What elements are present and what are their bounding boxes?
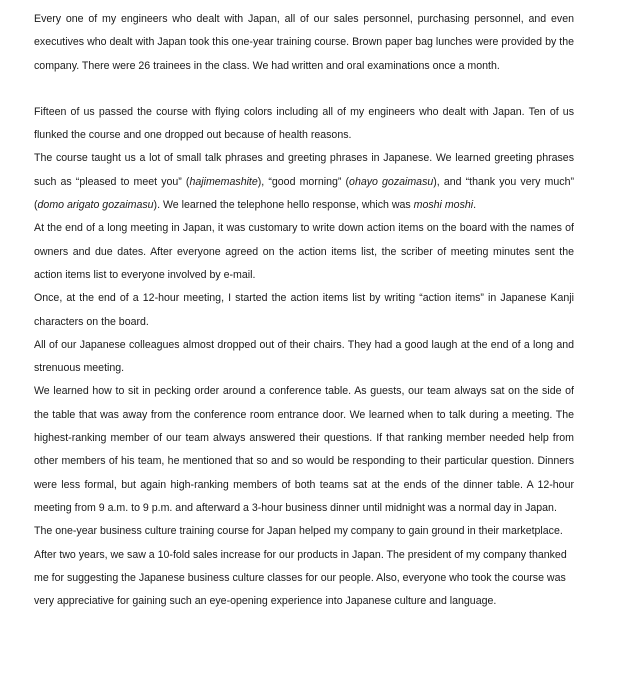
paragraph-course-results <box>34 101 574 148</box>
text-run: At the end of a long meeting in Japan, it was customary to write down action items on the board with the names of owners and due dates. After everyone agreed on the action items list, the scriber of meeting minutes sent the action items list to everyone involved by e-mail. <box>34 222 574 281</box>
text-run: We learned how to sit in pecking order around a conference table. As guests, our team always sat on the side of the table that was away from the conference room entrance door. We learned when to talk during a meeting. The highest-ranking member of our team always answered their questions. If that ranking member needed help from other members of his team, he mentioned that so and so would be responding to their particular question. Dinners were less formal, but again high-ranking members of both teams sat at the ends of the dinner table. A 12-hour meeting from 9 a.m. to 9 p.m. and afterward a 3-hour business dinner until midnight was a normal day in Japan. <box>34 385 574 514</box>
text-run: . <box>473 199 477 212</box>
paragraph-action-items <box>34 217 574 287</box>
paragraph-training-course <box>34 8 574 78</box>
text-run: ), “good morning” ( <box>257 175 350 188</box>
paragraph-outcome <box>34 520 574 613</box>
paragraph-kanji-anecdote <box>34 287 574 334</box>
text-run: All of our Japanese colleagues almost dropped out of their chairs. They had a good laugh at the end of a long and strenuous meeting. <box>34 338 574 375</box>
paragraph-greeting-phrases <box>34 147 574 217</box>
text-run: ). We learned the telephone hello response, which was <box>153 199 414 212</box>
text-run: The one-year business culture training course for Japan helped my company to gain ground in their marketplace. After two years, we saw a 10-fold sales increase for our products in Japan. The president of my company thanked me for suggesting the Japanese business culture classes for our people. Also, everyone who took the course was very appreciative for gaining such an eye-opening experience into Japanese culture and language. <box>34 525 567 608</box>
text-run: The course taught us a lot of small talk phrases and greeting phrases in Japanese. We learned greeting phrases such as “pleased to meet you” ( <box>34 152 574 188</box>
text-run: Fifteen of us passed the course with flying colors including all of my engineers who dealt with Japan. Ten of us flunked the course and one dropped out because of health reasons. <box>34 105 574 142</box>
japanese-phrase: ohayo gozaimasu <box>349 175 434 188</box>
japanese-phrase: moshi moshi <box>413 199 474 212</box>
paragraph-pecking-order <box>34 380 574 520</box>
text-run: Every one of my engineers who dealt with Japan, all of our sales personnel, purchasing personnel, and even executives who dealt with Japan took this one-year training course. Brown paper bag lunches were provided by the company. There were 26 trainees in the class. We had written and oral examinations once a month. <box>34 13 574 72</box>
paragraph-colleagues-laugh <box>34 334 574 381</box>
text-run: ), and “thank you very much” ( <box>34 175 574 212</box>
text-run: Once, at the end of a 12-hour meeting, I started the action items list by writing “action items” in Japanese Kanji characters on the board. <box>34 292 574 328</box>
japanese-phrase: domo arigato gozaimasu <box>37 199 154 212</box>
document-page <box>34 8 574 613</box>
japanese-phrase: hajimemashite <box>189 175 258 188</box>
